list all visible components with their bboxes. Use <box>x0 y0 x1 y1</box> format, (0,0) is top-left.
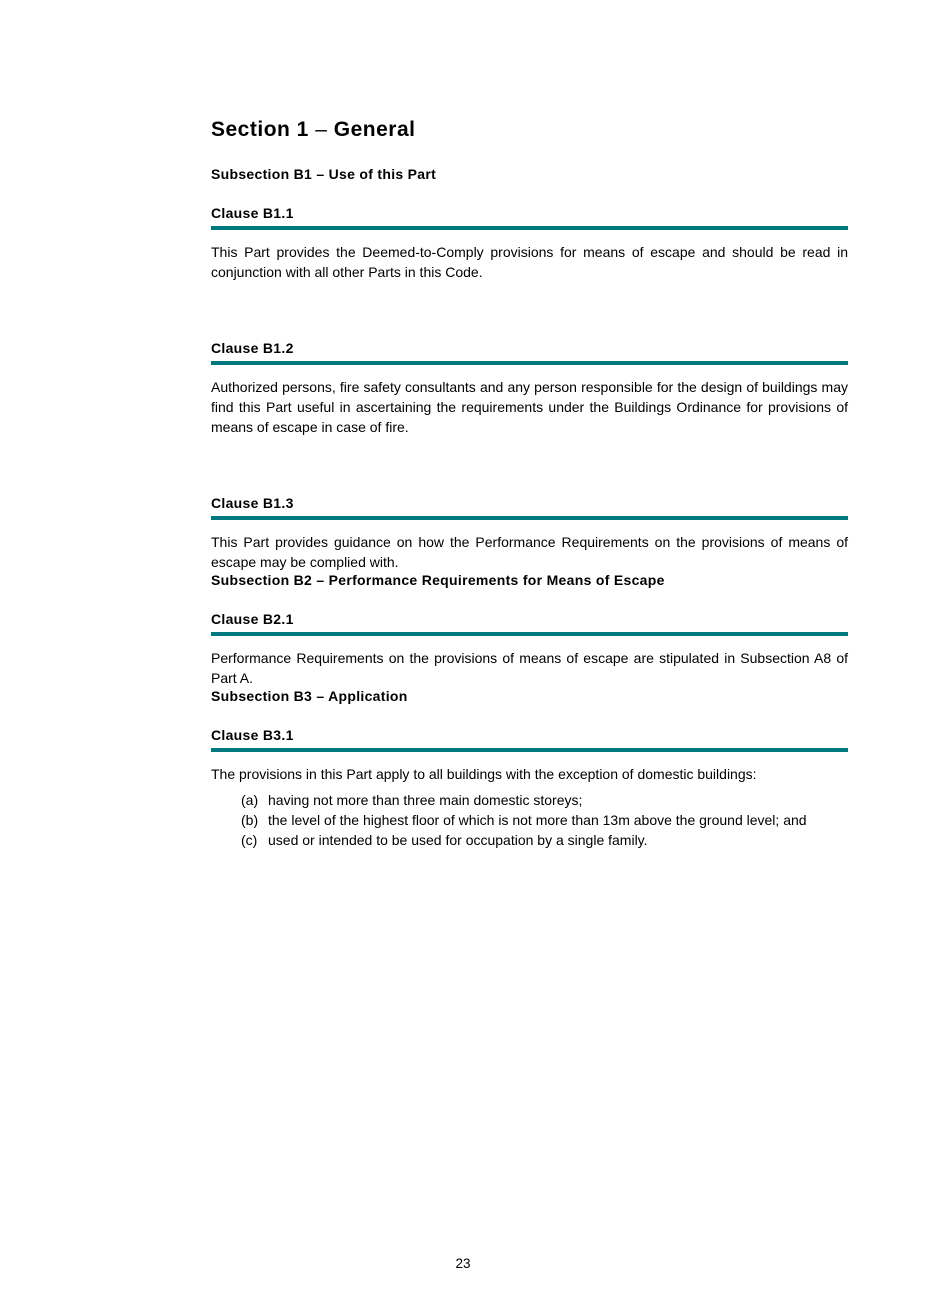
list-item-text: the level of the highest floor of which is not more than 13m above the ground level; and <box>268 812 807 828</box>
list-item-label: (c) <box>241 832 258 848</box>
page-content <box>211 118 848 850</box>
subsection-b2 <box>211 572 848 688</box>
clause-paragraph: This Part provides the Deemed-to-Comply provisions for means of escape and should be read in conjunction with all other Parts in this Code. <box>211 244 848 280</box>
section-title <box>211 118 848 141</box>
list-item <box>241 830 848 850</box>
clause-heading: Clause B2.1 <box>211 611 294 627</box>
clause-heading: Clause B3.1 <box>211 727 294 743</box>
clause-b2-1 <box>211 611 848 688</box>
clause-paragraph: Authorized persons, fire safety consultants and any person responsible for the design of buildings may find this Part useful in ascertaining the requirements under the Buildings Ordinance for provisions of means of escape in case of fire. <box>211 379 848 435</box>
subsection-heading: Subsection B1 – Use of this Part <box>211 166 437 182</box>
clause-paragraph: The provisions in this Part apply to all buildings with the exception of domestic buildings: <box>211 766 757 782</box>
list-item-text: used or intended to be used for occupation by a single family. <box>268 832 648 848</box>
clause-paragraph: This Part provides guidance on how the Performance Requirements on the provisions of means of escape may be complied with. <box>211 534 848 570</box>
subsection-heading: Subsection B2 – Performance Requirements for Means of Escape <box>211 572 665 588</box>
clause-b3-1 <box>211 727 848 850</box>
clause-underline-rule <box>211 226 848 230</box>
clause-b1-2 <box>211 340 848 437</box>
list-item-text: having not more than three main domestic storeys; <box>268 792 583 808</box>
clause-heading: Clause B1.1 <box>211 205 294 221</box>
clause-underline-rule <box>211 632 848 636</box>
section-title-number: Section 1 <box>211 118 309 141</box>
list-item <box>241 810 848 830</box>
clause-list <box>211 790 848 850</box>
clause-b1-1 <box>211 205 848 282</box>
subsection-b3 <box>211 688 848 850</box>
clause-underline-rule <box>211 748 848 752</box>
clause-heading: Clause B1.3 <box>211 495 294 511</box>
clause-paragraph: Performance Requirements on the provisions of means of escape are stipulated in Subsection A8 of Part A. <box>211 650 848 686</box>
list-item-label: (b) <box>241 812 259 828</box>
clause-heading: Clause B1.2 <box>211 340 294 356</box>
clause-b1-3 <box>211 495 848 572</box>
clause-underline-rule <box>211 516 848 520</box>
section-title-dash: – <box>315 118 328 141</box>
section-title-text: General <box>333 118 416 141</box>
list-item-label: (a) <box>241 792 259 808</box>
page-number: 23 <box>455 1256 471 1271</box>
list-item <box>241 790 848 810</box>
clause-underline-rule <box>211 361 848 365</box>
subsection-heading: Subsection B3 – Application <box>211 688 408 704</box>
subsection-b1 <box>211 166 848 572</box>
